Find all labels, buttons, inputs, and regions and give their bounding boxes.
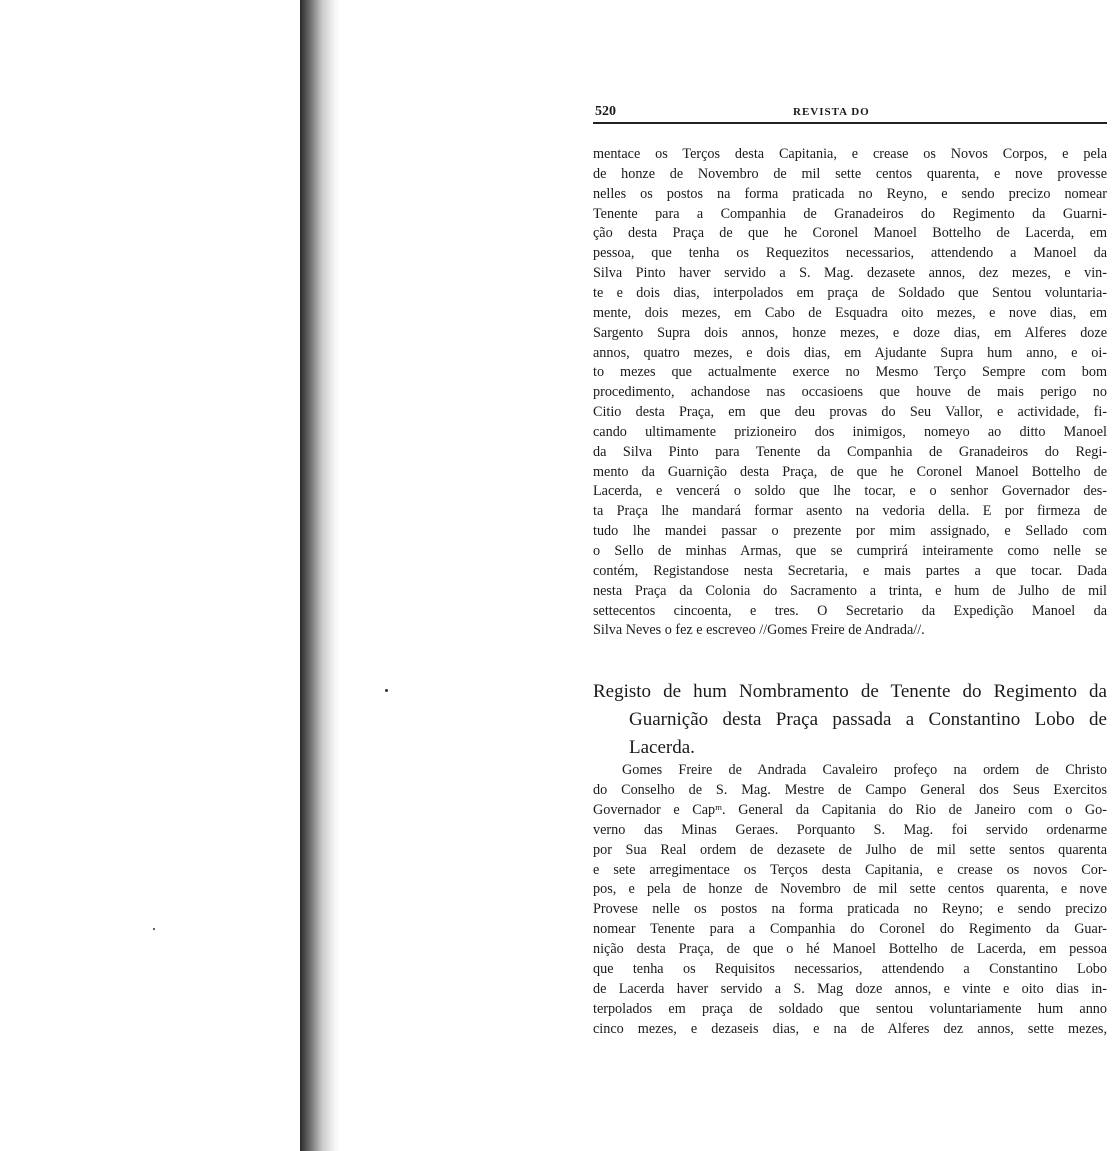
text-line: que tenha os Requisitos necessarios, attendendo a Constantino Lobo [593, 961, 1107, 977]
text-line: Tenente para a Companhia de Granadeiros do Regimento da Guarni- [593, 205, 1107, 222]
text-line: cando ultimamente prizioneiro dos inimigos, nomeyo ao ditto Manoel [593, 423, 1107, 440]
text-line: verno das Minas Geraes. Porquanto S. Mag. foi servido ordenarme [593, 821, 1107, 838]
text-line: nelles os postos na forma praticada no Reyno, e sendo precizo nomear [593, 185, 1107, 202]
text-line: ta Praça lhe mandará formar asento na vedoria della. E por firmeza de [593, 503, 1107, 520]
text-line: pessoa, que tenha os Requezitos necessarios, attendendo a Manoel da [593, 245, 1107, 262]
heading-line: Registo de hum Nombramento de Tenente do Regimento da [593, 681, 1107, 702]
text-line: mentace os Terços desta Capitania, e crease os Novos Corpos, e pela [593, 146, 1107, 162]
text-line: Citio desta Praça, em que deu provas do Seu Vallor, e actividade, fi- [593, 404, 1107, 421]
text-line: de Lacerda haver servido a S. Mag doze annos, e vinte e oito dias in- [593, 980, 1107, 997]
scan-speck [385, 689, 388, 692]
text-line: e sete arregimentace os Terços desta Capitania, e crease os novos Cor- [593, 861, 1107, 878]
page-number: 520 [595, 104, 616, 119]
text-line: to mezes que actualmente exerce no Mesmo Terço Sempre com bom [593, 364, 1107, 381]
text-line: mento da Guarnição desta Praça, de que he Coronel Manoel Bottelho de [593, 463, 1107, 480]
text-line: tudo lhe mandei passar o prezente por mim assignado, e Sellado com [593, 523, 1107, 540]
text-line: settecentos cincoenta, e tres. O Secretario da Expedição Manoel da [593, 602, 1107, 619]
text-line: nição desta Praça, de que o hé Manoel Bottelho de Lacerda, em pessoa [593, 941, 1107, 958]
text-line: Lacerda, e vencerá o soldo que lhe tocar, e o senhor Governador des- [593, 483, 1107, 500]
text-line: Silva Neves o fez e escreveo //Gomes Freire de Andrada//. [593, 622, 925, 639]
text-line: pos, e pela de honze de Novembro de mil sette centos quarenta, e nove [593, 881, 1107, 898]
scan-speck [153, 928, 155, 930]
text-line: do Conselho de S. Mag. Mestre de Campo General dos Seus Exercitos [593, 781, 1107, 798]
text-line: mente, dois mezes, em Cabo de Esquadra oito mezes, e nove dias, em [593, 304, 1107, 321]
heading-line: Lacerda. [629, 737, 695, 758]
book-gutter-shadow [300, 0, 340, 1151]
page-header [593, 104, 1107, 124]
text-line: Silva Pinto haver servido a S. Mag. dezasete annos, dez mezes, e vin- [593, 265, 1107, 282]
text-line: da Silva Pinto para Tenente da Companhia de Granadeiros do Regi- [593, 443, 1107, 460]
text-line: cinco mezes, e dezaseis dias, e na de Alferes dez annos, sette mezes, [593, 1020, 1107, 1037]
text-line: por Sua Real ordem de dezasete de Julho de mil sette sentos quarenta [593, 841, 1107, 858]
text-line: annos, quatro mezes, e dois dias, em Ajudante Supra hum anno, e oi- [593, 344, 1107, 361]
running-title: REVISTA DO [793, 106, 870, 118]
text-line: ção desta Praça de que he Coronel Manoel Bottelho de Lacerda, em [593, 225, 1107, 242]
text-line: Sargento Supra dois annos, honze mezes, e doze dias, em Alferes doze [593, 324, 1107, 341]
text-line: procedimento, achandose nas occasioens que houve de mais perigo no [593, 384, 1107, 401]
text-line: contém, Registandose nesta Secretaria, e mais partes a que tocar. Dada [593, 562, 1107, 579]
text-line: o Sello de minhas Armas, que se cumprirá inteiramente como nelle se [593, 543, 1107, 559]
text-line: nesta Praça da Colonia do Sacramento a trinta, e hum de Julho de mil [593, 582, 1107, 599]
text-line: terpolados em praça de soldado que sentou voluntariamente hum anno [593, 1000, 1107, 1017]
text-line: nomear Tenente para a Companhia do Coronel do Regimento da Guar- [593, 921, 1107, 938]
text-line: de honze de Novembro de mil sette centos quarenta, e nove provesse [593, 165, 1107, 182]
text-line: Provese nelle os postos na forma praticada no Reyno; e sendo precizo [593, 901, 1107, 918]
text-line: Governador e Capᵐ. General da Capitania do Rio de Janeiro com o Go- [593, 801, 1107, 818]
heading-line: Guarnição desta Praça passada a Constantino Lobo de [629, 709, 1107, 730]
text-line: Gomes Freire de Andrada Cavaleiro profeço na ordem de Christo [622, 762, 1107, 778]
text-line: te e dois dias, interpolados em praça de Soldado que Sentou voluntaria- [593, 284, 1107, 301]
